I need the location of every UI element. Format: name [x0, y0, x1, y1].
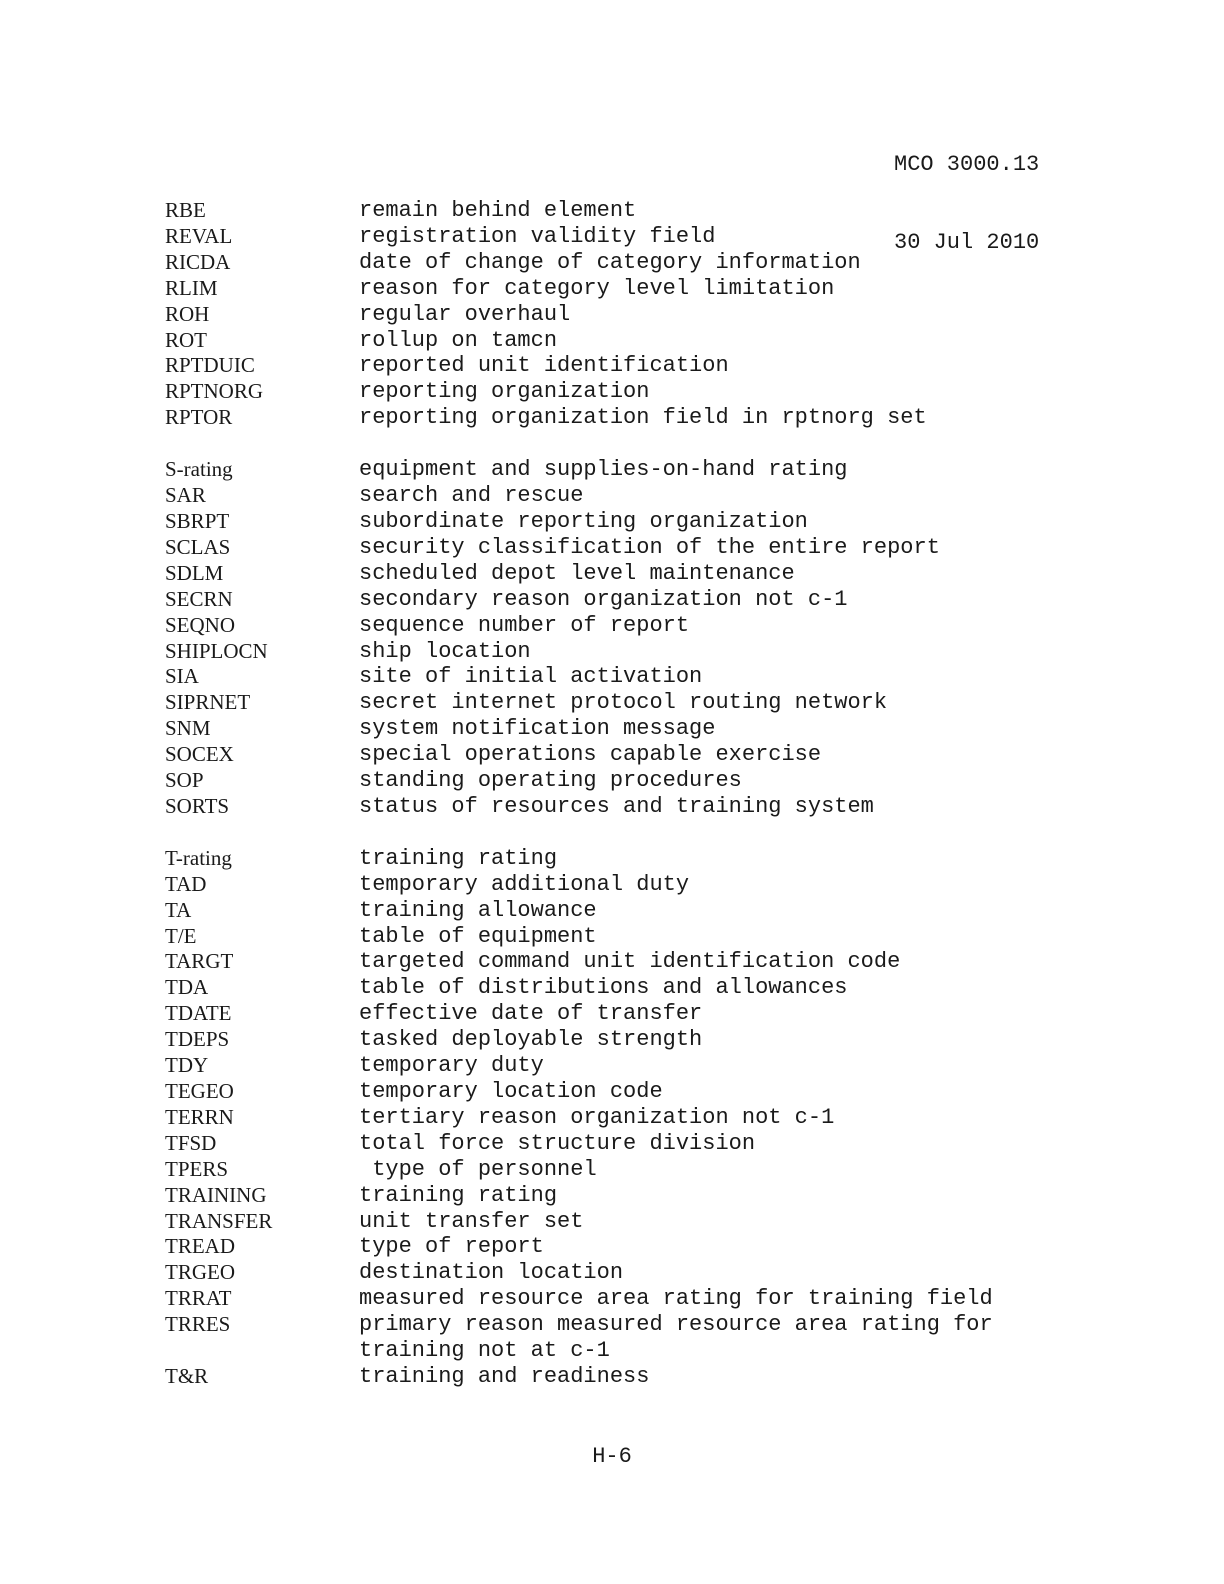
- glossary-definition: targeted command unit identification code: [359, 949, 901, 975]
- glossary-definition: training and readiness: [359, 1363, 650, 1389]
- glossary-definition: equipment and supplies-on-hand rating: [359, 457, 848, 483]
- glossary-entry: [165, 1157, 1065, 1183]
- glossary-definition: system notification message: [359, 716, 716, 742]
- glossary-definition: type of report: [359, 1234, 544, 1260]
- glossary-definition: destination location: [359, 1260, 624, 1286]
- glossary-term: TRANSFER: [165, 1208, 273, 1233]
- glossary-term: TERRN: [165, 1104, 234, 1129]
- glossary-term: RPTNORG: [165, 379, 264, 404]
- glossary-entry: [165, 898, 1065, 924]
- glossary-entry: [165, 975, 1065, 1001]
- glossary-term: TDA: [165, 975, 209, 1000]
- glossary-term: S-rating: [165, 457, 233, 482]
- glossary-term: TARGT: [165, 949, 234, 974]
- glossary-entry: [165, 613, 1065, 639]
- glossary-definition: search and rescue: [359, 483, 584, 509]
- glossary-definition: secondary reason organization not c-1: [359, 586, 848, 612]
- page-number: H-6: [592, 1444, 632, 1469]
- glossary-entry: [165, 846, 1065, 872]
- glossary-entry: [165, 716, 1065, 742]
- glossary-definition: reporting organization field in rptnorg set: [359, 405, 927, 431]
- glossary-term: SCLAS: [165, 534, 231, 559]
- glossary-entry: [165, 224, 1065, 250]
- glossary-entry: [165, 457, 1065, 483]
- glossary-entry: [165, 1312, 1065, 1364]
- glossary-definition: training rating: [359, 1182, 558, 1208]
- glossary-entry: [165, 561, 1065, 587]
- glossary-definition: temporary location code: [359, 1079, 663, 1104]
- glossary-entry: [165, 1079, 1065, 1105]
- glossary-definition: tertiary reason organization not c-1: [359, 1104, 835, 1130]
- glossary: [165, 198, 1065, 1416]
- glossary-term: SEQNO: [165, 612, 236, 637]
- glossary-definition: ship location: [359, 638, 531, 664]
- glossary-definition: table of distributions and allowances: [359, 975, 848, 1001]
- glossary-definition: scheduled depot level maintenance: [359, 560, 795, 586]
- glossary-term: TRRAT: [165, 1286, 232, 1311]
- glossary-entry: [165, 535, 1065, 561]
- glossary-entry: [165, 1027, 1065, 1053]
- glossary-entry: [165, 379, 1065, 405]
- glossary-term: SORTS: [165, 793, 230, 818]
- glossary-term: SOP: [165, 768, 204, 793]
- glossary-section: [165, 846, 1065, 1390]
- glossary-definition: effective date of transfer: [359, 1001, 703, 1027]
- glossary-term: TDY: [165, 1053, 209, 1078]
- glossary-definition: temporary duty: [359, 1053, 544, 1079]
- glossary-term: RLIM: [165, 275, 218, 300]
- glossary-entry: [165, 1209, 1065, 1235]
- glossary-term: ROT: [165, 327, 207, 352]
- glossary-definition: subordinate reporting organization: [359, 508, 808, 534]
- glossary-term: SHIPLOCN: [165, 638, 268, 663]
- glossary-entry: [165, 742, 1065, 768]
- glossary-term: TFSD: [165, 1130, 217, 1155]
- glossary-term: T-rating: [165, 845, 232, 870]
- glossary-section: [165, 198, 1065, 431]
- glossary-term: TEGEO: [165, 1079, 234, 1103]
- glossary-definition: security classification of the entire report: [359, 534, 940, 560]
- glossary-entry: [165, 1260, 1065, 1286]
- glossary-definition: training rating: [359, 845, 558, 871]
- glossary-entry: [165, 1286, 1065, 1312]
- glossary-entry: [165, 276, 1065, 302]
- glossary-entry: [165, 768, 1065, 794]
- glossary-term: SAR: [165, 483, 206, 508]
- glossary-entry: [165, 949, 1065, 975]
- glossary-definition: sequence number of report: [359, 612, 690, 638]
- glossary-entry: [165, 1234, 1065, 1260]
- glossary-definition: registration validity field: [359, 223, 716, 249]
- glossary-entry: [165, 1364, 1065, 1390]
- document-date: 30 Jul 2010: [894, 230, 1040, 255]
- glossary-definition: unit transfer set: [359, 1208, 584, 1234]
- glossary-term: T&R: [165, 1363, 209, 1388]
- glossary-definition: temporary additional duty: [359, 871, 690, 897]
- glossary-term: TA: [165, 897, 192, 922]
- glossary-definition: training allowance: [359, 897, 597, 923]
- glossary-definition: reporting organization: [359, 379, 650, 405]
- glossary-entry: [165, 1131, 1065, 1157]
- glossary-term: SECRN: [165, 586, 233, 611]
- glossary-definition: date of change of category information: [359, 249, 861, 275]
- glossary-entry: [165, 509, 1065, 535]
- glossary-term: TAD: [165, 871, 207, 896]
- glossary-term: RPTDUIC: [165, 353, 255, 378]
- glossary-term: TRRES: [165, 1312, 231, 1337]
- glossary-entry: [165, 483, 1065, 509]
- glossary-term: SIPRNET: [165, 690, 251, 715]
- glossary-section: [165, 457, 1065, 820]
- glossary-definition: table of equipment: [359, 923, 597, 949]
- glossary-definition: regular overhaul: [359, 301, 571, 327]
- glossary-term: RICDA: [165, 249, 231, 274]
- glossary-term: TDEPS: [165, 1027, 230, 1052]
- glossary-term: REVAL: [165, 223, 233, 248]
- glossary-entry: [165, 302, 1065, 328]
- glossary-definition: type of personnel: [359, 1156, 597, 1182]
- glossary-entry: [165, 1105, 1065, 1131]
- glossary-definition: tasked deployable strength: [359, 1027, 703, 1053]
- glossary-entry: [165, 250, 1065, 276]
- glossary-entry: [165, 405, 1065, 431]
- glossary-term: TRGEO: [165, 1260, 235, 1285]
- glossary-term: RBE: [165, 198, 206, 222]
- glossary-entry: [165, 1053, 1065, 1079]
- glossary-entry: [165, 639, 1065, 665]
- glossary-definition: special operations capable exercise: [359, 742, 822, 768]
- glossary-definition: secret internet protocol routing network: [359, 690, 888, 716]
- glossary-term: T/E: [165, 923, 197, 948]
- glossary-definition: standing operating procedures: [359, 768, 742, 794]
- glossary-term: TREAD: [165, 1234, 235, 1259]
- glossary-definition: rollup on tamcn: [359, 327, 558, 353]
- glossary-entry: [165, 328, 1065, 354]
- glossary-term: SBRPT: [165, 508, 230, 533]
- glossary-entry: [165, 587, 1065, 613]
- glossary-entry: [165, 198, 1065, 224]
- glossary-entry: [165, 664, 1065, 690]
- glossary-term: ROH: [165, 301, 210, 326]
- glossary-definition: measured resource area rating for training field: [359, 1286, 993, 1312]
- glossary-definition: reported unit identification: [359, 353, 729, 379]
- glossary-term: TRAINING: [165, 1182, 267, 1207]
- glossary-term: RPTOR: [165, 405, 233, 430]
- glossary-entry: [165, 872, 1065, 898]
- glossary-entry: [165, 924, 1065, 950]
- glossary-entry: [165, 1183, 1065, 1209]
- glossary-term: SOCEX: [165, 742, 234, 767]
- glossary-term: TDATE: [165, 1001, 232, 1026]
- glossary-entry: [165, 690, 1065, 716]
- glossary-term: TPERS: [165, 1156, 229, 1181]
- glossary-term: SIA: [165, 664, 199, 689]
- glossary-definition: site of initial activation: [359, 664, 703, 690]
- glossary-entry: [165, 794, 1065, 820]
- glossary-entry: [165, 353, 1065, 379]
- glossary-term: SNM: [165, 716, 211, 741]
- glossary-definition: status of resources and training system: [359, 793, 874, 819]
- glossary-definition: reason for category level limitation: [359, 275, 835, 301]
- document-id: MCO 3000.13: [894, 152, 1040, 177]
- glossary-entry: [165, 1001, 1065, 1027]
- glossary-definition: primary reason measured resource area rating for training not at c-1: [359, 1312, 993, 1364]
- glossary-definition: total force structure division: [359, 1130, 756, 1156]
- glossary-term: SDLM: [165, 560, 224, 585]
- glossary-definition: remain behind element: [359, 198, 637, 223]
